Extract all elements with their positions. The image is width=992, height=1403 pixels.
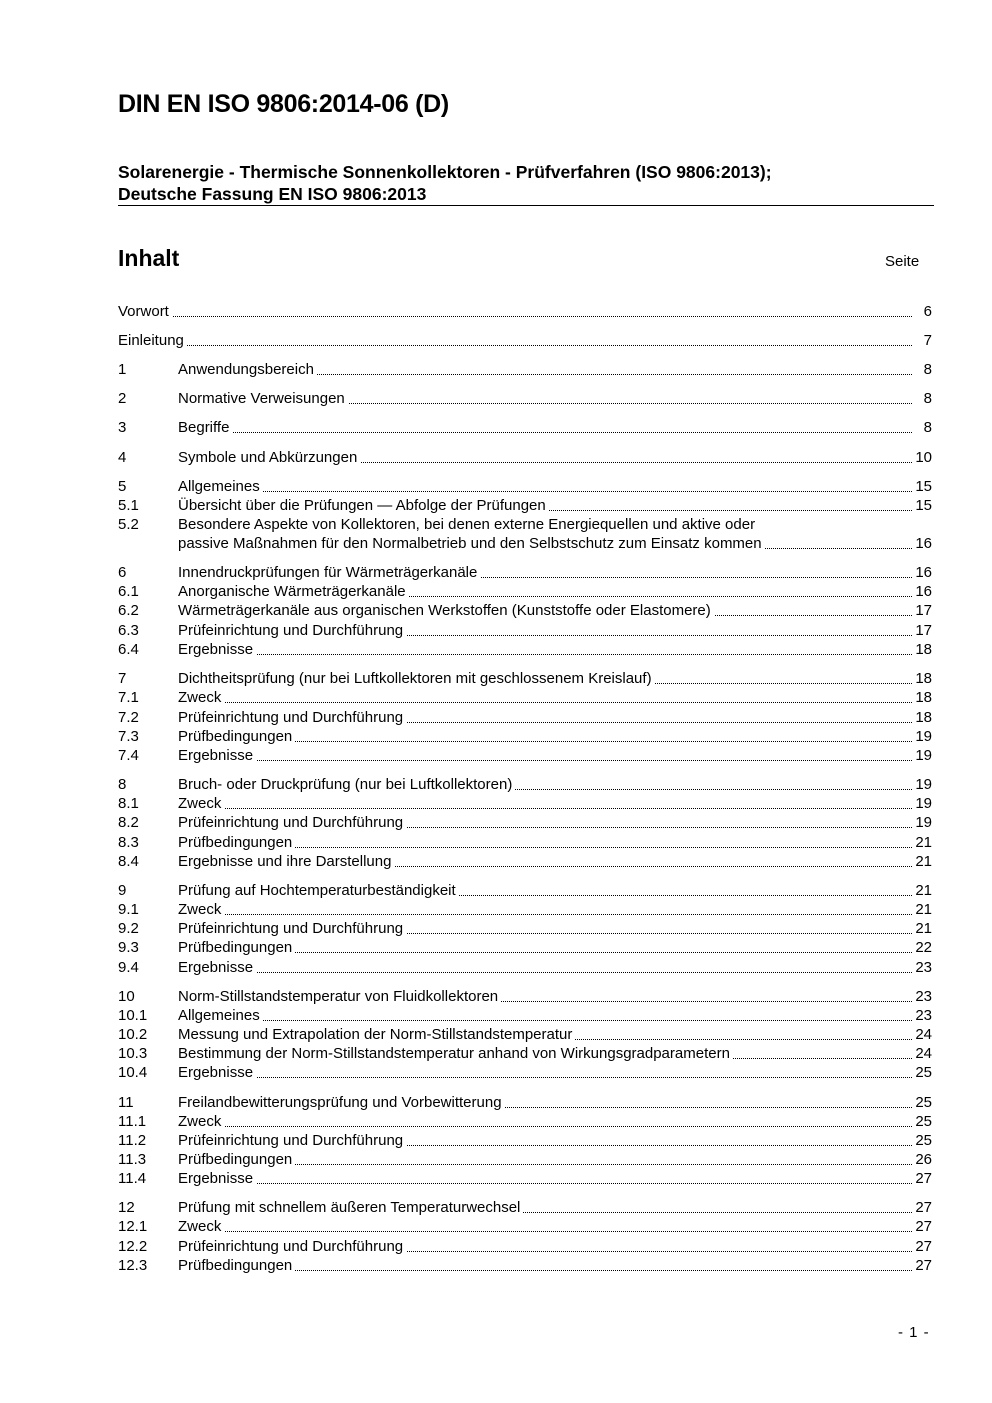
- toc-entry-page: 24: [915, 1045, 932, 1062]
- toc-dot-leader: [178, 1112, 912, 1127]
- toc-entry-title: Prüfung mit schnellem äußeren Temperaturwechsel: [178, 1198, 523, 1217]
- toc-entry-page: 10: [915, 449, 932, 466]
- toc-entry[interactable]: [118, 1006, 932, 1025]
- toc-entry-title: Zweck: [178, 794, 224, 813]
- toc-entry[interactable]: [118, 640, 932, 659]
- toc-entry-title: Allgemeines: [178, 1006, 263, 1025]
- toc-entry[interactable]: [118, 958, 932, 977]
- toc-entry[interactable]: [118, 1237, 932, 1256]
- toc-entry[interactable]: [118, 1112, 932, 1131]
- toc-entry-title: Prüfung auf Hochtemperaturbeständigkeit: [178, 881, 459, 900]
- toc-entry[interactable]: [118, 515, 932, 534]
- toc-entry-number: 5.1: [118, 497, 139, 514]
- toc-entry-number: 9: [118, 882, 127, 899]
- toc-entry[interactable]: [118, 1256, 932, 1275]
- toc-entry-page: 27: [915, 1257, 932, 1274]
- toc-dot-leader: [178, 794, 912, 809]
- toc-entry-number: 5.2: [118, 516, 139, 533]
- toc-entry[interactable]: [118, 833, 932, 852]
- toc-entry-page: 25: [915, 1132, 932, 1149]
- toc-entry[interactable]: [118, 1025, 932, 1044]
- toc-entry-number: 11: [118, 1094, 134, 1111]
- toc-entry[interactable]: [118, 496, 932, 515]
- toc-entry-number: 4: [118, 449, 127, 466]
- toc-entry-page: 23: [915, 988, 932, 1005]
- toc-entry-title: Zweck: [178, 900, 224, 919]
- toc-entry-number: 9.1: [118, 901, 139, 918]
- toc-entry-page: 27: [915, 1170, 932, 1187]
- toc-entry-title: Prüfbedingungen: [178, 727, 295, 746]
- toc-entry-title: Prüfbedingungen: [178, 1150, 295, 1169]
- toc-entry-number: 10: [118, 988, 135, 1005]
- toc-entry-title: Messung und Extrapolation der Norm-Stillstandstemperatur: [178, 1025, 575, 1044]
- toc-entry-title: Zweck: [178, 1217, 224, 1236]
- toc-entry[interactable]: [118, 563, 932, 582]
- toc-entry-title: Übersicht über die Prüfungen — Abfolge der Prüfungen: [178, 496, 549, 515]
- toc-entry-page: 24: [915, 1026, 932, 1043]
- toc-entry[interactable]: [118, 708, 932, 727]
- toc-entry-number: 12.2: [118, 1238, 148, 1255]
- toc-entry-number: 11.1: [118, 1113, 147, 1130]
- toc-entry-page: 27: [915, 1199, 932, 1216]
- toc-entry[interactable]: [118, 582, 932, 601]
- toc-entry-number: 6.2: [118, 602, 139, 619]
- toc-entry[interactable]: [118, 1063, 932, 1082]
- toc-entry-number: 7.1: [118, 689, 139, 706]
- document-title: DIN EN ISO 9806:2014-06 (D): [118, 90, 449, 118]
- toc-entry-number: 8.2: [118, 814, 139, 831]
- toc-entry[interactable]: [118, 1093, 932, 1112]
- toc-entry[interactable]: [118, 1198, 932, 1217]
- toc-entry[interactable]: [118, 1150, 932, 1169]
- toc-entry-page: 7: [923, 332, 932, 349]
- toc-entry-page: 8: [923, 419, 932, 436]
- toc-dot-leader: [178, 418, 912, 433]
- toc-dot-leader: [118, 302, 912, 317]
- toc-entry-title: Prüfeinrichtung und Durchführung: [178, 1131, 406, 1150]
- toc-entry[interactable]: [118, 418, 932, 437]
- toc-entry[interactable]: [118, 360, 932, 379]
- toc-entry-page: 19: [915, 795, 932, 812]
- toc-dot-leader: [178, 688, 912, 703]
- toc-entry-page: 8: [923, 361, 932, 378]
- toc-entry-number: 1: [118, 361, 127, 378]
- toc-dot-leader: [118, 331, 912, 346]
- toc-entry-page: 15: [915, 497, 932, 514]
- toc-entry-page: 18: [915, 709, 932, 726]
- toc-entry-title: Prüfeinrichtung und Durchführung: [178, 813, 406, 832]
- toc-entry-title: Innendruckprüfungen für Wärmeträgerkanäle: [178, 563, 480, 582]
- toc-entry-page: 25: [915, 1113, 932, 1130]
- toc-entry-number: 6.4: [118, 641, 139, 658]
- toc-entry-title: Allgemeines: [178, 477, 263, 496]
- toc-entry-number: 3: [118, 419, 127, 436]
- toc-entry[interactable]: [118, 813, 932, 832]
- toc-dot-leader: [178, 746, 912, 761]
- toc-entry-page: 19: [915, 747, 932, 764]
- toc-entry-number: 10.4: [118, 1064, 148, 1081]
- toc-entry-title: Prüfeinrichtung und Durchführung: [178, 919, 406, 938]
- toc-entry-page: 21: [915, 834, 932, 851]
- toc-entry-number: 7.3: [118, 728, 139, 745]
- toc-entry-page: 17: [915, 602, 932, 619]
- title-divider: [118, 205, 934, 206]
- toc-dot-leader: [178, 1063, 912, 1078]
- toc-entry-page: 21: [915, 882, 932, 899]
- toc-entry[interactable]: [118, 389, 932, 408]
- toc-entry[interactable]: [118, 601, 932, 620]
- toc-entry-number: 9.4: [118, 959, 139, 976]
- toc-dot-leader: [178, 900, 912, 915]
- toc-entry[interactable]: [118, 688, 932, 707]
- toc-entry-title: Ergebnisse: [178, 1169, 256, 1188]
- toc-entry[interactable]: [118, 302, 932, 321]
- toc-entry-page: 18: [915, 689, 932, 706]
- toc-entry[interactable]: [118, 727, 932, 746]
- toc-entry-page: 19: [915, 728, 932, 745]
- toc-entry[interactable]: [118, 881, 932, 900]
- subtitle-line-1: Solarenergie - Thermische Sonnenkollektoren - Prüfverfahren (ISO 9806:2013);: [118, 162, 772, 182]
- toc-entry-title: Begriffe: [178, 418, 232, 437]
- toc-heading: Inhalt: [118, 245, 180, 271]
- toc-entry-page: 18: [915, 641, 932, 658]
- toc-entry-number: 12: [118, 1199, 135, 1216]
- toc-entry-title: Ergebnisse: [178, 640, 256, 659]
- toc-entry-title: Dichtheitsprüfung (nur bei Luftkollektoren mit geschlossenem Kreislauf): [178, 669, 655, 688]
- toc-dot-leader: [178, 1169, 912, 1184]
- toc-entry-number: 10.3: [118, 1045, 148, 1062]
- toc-entry[interactable]: [118, 746, 932, 765]
- toc-entry-page: 16: [915, 564, 932, 581]
- toc-entry-title: Ergebnisse: [178, 746, 256, 765]
- toc-entry-number: 5: [118, 478, 127, 495]
- toc-entry-number: 10.1: [118, 1007, 148, 1024]
- toc-entry-page: 25: [915, 1094, 932, 1111]
- toc-entry-number: 9.3: [118, 939, 139, 956]
- toc-entry-number: 12.1: [118, 1218, 148, 1235]
- toc-entry-number: 6.3: [118, 622, 139, 639]
- toc-entry-page: 23: [915, 1007, 932, 1024]
- toc-entry-title: Bruch- oder Druckprüfung (nur bei Luftkollektoren): [178, 775, 515, 794]
- toc-entry-title-continuation: passive Maßnahmen für den Normalbetrieb und den Selbstschutz zum Einsatz kommen: [178, 534, 765, 553]
- toc-entry[interactable]: [118, 669, 932, 688]
- toc-entry-number: 9.2: [118, 920, 139, 937]
- toc-entry-title: Ergebnisse: [178, 1063, 256, 1082]
- toc-entry[interactable]: [118, 852, 932, 871]
- toc-entry[interactable]: [118, 477, 932, 496]
- toc-entry-title: Anorganische Wärmeträgerkanäle: [178, 582, 409, 601]
- toc-entry-page: 19: [915, 814, 932, 831]
- toc-entry-number: 8: [118, 776, 127, 793]
- toc-entry-title: Besondere Aspekte von Kollektoren, bei denen externe Energiequellen und aktive oder: [178, 515, 758, 534]
- toc-entry-title: Prüfbedingungen: [178, 1256, 295, 1275]
- toc-entry-title: Norm-Stillstandstemperatur von Fluidkollektoren: [178, 987, 501, 1006]
- toc-entry-page: 27: [915, 1238, 932, 1255]
- toc-entry-number: 12.3: [118, 1257, 148, 1274]
- toc-entry-title: Prüfbedingungen: [178, 833, 295, 852]
- toc-entry-number: 10.2: [118, 1026, 148, 1043]
- toc-entry-number: 11.3: [118, 1151, 147, 1168]
- toc-entry[interactable]: [118, 1131, 932, 1150]
- toc-entry-number: 11.4: [118, 1170, 147, 1187]
- toc-entry-page: 15: [915, 478, 932, 495]
- toc-dot-leader: [178, 958, 912, 973]
- toc-entry[interactable]: [118, 794, 932, 813]
- toc-entry[interactable]: [118, 987, 932, 1006]
- toc-entry-page: 18: [915, 670, 932, 687]
- toc-entry[interactable]: [118, 1217, 932, 1236]
- toc-entry-page: 16: [915, 583, 932, 600]
- toc-entry-title: Anwendungsbereich: [178, 360, 317, 379]
- toc-entry-title: Zweck: [178, 688, 224, 707]
- toc-entry-page: 25: [915, 1064, 932, 1081]
- toc-entry-page: 23: [915, 959, 932, 976]
- toc-page-column-label: Seite: [885, 253, 920, 270]
- toc-entry-number: 8.3: [118, 834, 139, 851]
- toc-entry-page: 17: [915, 622, 932, 639]
- toc-entry-title: Prüfbedingungen: [178, 938, 295, 957]
- toc-entry-title: Bestimmung der Norm-Stillstandstemperatur anhand von Wirkungsgradparametern: [178, 1044, 733, 1063]
- toc-entry-page: 21: [915, 901, 932, 918]
- toc-entry-number: 7.4: [118, 747, 139, 764]
- toc-entry[interactable]: [118, 919, 932, 938]
- subtitle-line-2: Deutsche Fassung EN ISO 9806:2013: [118, 184, 427, 204]
- toc-entry[interactable]: [118, 448, 932, 467]
- toc-dot-leader: [178, 1006, 912, 1021]
- toc-entry[interactable]: [118, 331, 932, 350]
- toc-entry-page: 8: [923, 390, 932, 407]
- toc-entry-title: Ergebnisse und ihre Darstellung: [178, 852, 394, 871]
- toc-entry-page: 16: [915, 535, 932, 552]
- toc-entry-title: Prüfeinrichtung und Durchführung: [178, 708, 406, 727]
- toc-entry-number: 6: [118, 564, 127, 581]
- toc-entry-title: Einleitung: [118, 331, 187, 350]
- toc-entry[interactable]: [118, 1169, 932, 1188]
- toc-entry-title: Prüfeinrichtung und Durchführung: [178, 1237, 406, 1256]
- toc-entry-title: Symbole und Abkürzungen: [178, 448, 360, 467]
- toc-entry-page: 6: [923, 303, 932, 320]
- toc-entry-number: 8.1: [118, 795, 139, 812]
- toc-entry[interactable]: [118, 900, 932, 919]
- toc-entry-number: 2: [118, 390, 127, 407]
- toc-entry-title: Prüfeinrichtung und Durchführung: [178, 621, 406, 640]
- toc-entry-number: 7.2: [118, 709, 139, 726]
- page-number: - 1 -: [898, 1324, 930, 1341]
- toc-dot-leader: [178, 477, 912, 492]
- toc-entry-number: 11.2: [118, 1132, 147, 1149]
- toc-entry-title: Ergebnisse: [178, 958, 256, 977]
- toc-entry-title: Zweck: [178, 1112, 224, 1131]
- document-subtitle: [118, 161, 772, 205]
- toc-entry-number: 6.1: [118, 583, 139, 600]
- toc-entry-number: 8.4: [118, 853, 139, 870]
- toc-entry[interactable]: [118, 775, 932, 794]
- toc-entry-title: Wärmeträgerkanäle aus organischen Werkstoffen (Kunststoffe oder Elastomere): [178, 601, 714, 620]
- toc-dot-leader: [178, 640, 912, 655]
- toc-entry-page: 19: [915, 776, 932, 793]
- toc-entry-page: 22: [915, 939, 932, 956]
- toc-entry-page: 26: [915, 1151, 932, 1168]
- toc-entry-page: 27: [915, 1218, 932, 1235]
- toc-entry-title: Vorwort: [118, 302, 172, 321]
- toc-entry-continuation[interactable]: [118, 534, 932, 553]
- toc-entry-title: Normative Verweisungen: [178, 389, 348, 408]
- toc-entry-page: 21: [915, 853, 932, 870]
- toc-entry-title: Freilandbewitterungsprüfung und Vorbewitterung: [178, 1093, 505, 1112]
- toc-entry-page: 21: [915, 920, 932, 937]
- toc-dot-leader: [178, 1217, 912, 1232]
- toc-entry[interactable]: [118, 621, 932, 640]
- toc-entry[interactable]: [118, 1044, 932, 1063]
- toc-entry-number: 7: [118, 670, 127, 687]
- toc-entry[interactable]: [118, 938, 932, 957]
